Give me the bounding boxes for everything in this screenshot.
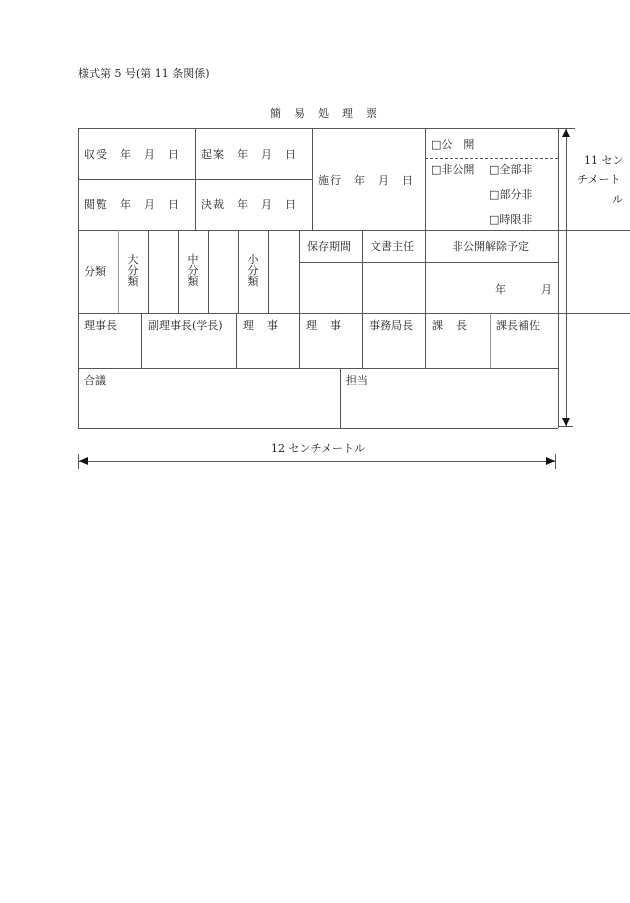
- full-non-public-checkbox[interactable]: □全部非: [489, 163, 533, 176]
- table-bottom-border: [78, 428, 558, 429]
- row3-col-divider: [141, 313, 142, 368]
- row3-col-divider: [236, 313, 237, 368]
- consultation-label: 合議: [84, 374, 106, 387]
- row2-col-divider: [268, 230, 269, 313]
- arrow-up-icon: [562, 129, 570, 137]
- timed-non-public-checkbox[interactable]: □時限非: [489, 213, 533, 226]
- row4-col-divider: [340, 368, 341, 428]
- width-label: 12 センチメートル: [271, 442, 366, 455]
- received-date-field[interactable]: 収受 年 月 日: [84, 148, 180, 161]
- reviewed-date-field[interactable]: 閲覧 年 月 日: [84, 198, 180, 211]
- public-checkbox[interactable]: □公 開: [431, 138, 475, 151]
- classification-label: 分類: [84, 265, 106, 278]
- secretary-general-label: 事務局長: [369, 319, 413, 332]
- row1-col-divider: [195, 128, 196, 230]
- row2-col-divider: [118, 230, 119, 313]
- release-year-label: 年: [495, 283, 506, 296]
- table-top-border: [78, 128, 575, 129]
- chairman-label: 理事長: [84, 319, 117, 332]
- approved-date-field[interactable]: 決裁 年 月 日: [201, 198, 297, 211]
- row4-top-line: [78, 368, 558, 369]
- width-dimension-end-tick: [555, 454, 556, 469]
- row3-col-divider: [362, 313, 363, 368]
- row2-col-divider: [299, 230, 300, 313]
- non-public-checkbox[interactable]: □非公開: [431, 163, 475, 176]
- arrow-right-icon: [546, 457, 555, 465]
- row3-col-divider: [299, 313, 300, 368]
- row3-col-divider: [490, 313, 491, 368]
- form-reference: 様式第 5 号(第 11 条関係): [78, 67, 210, 80]
- table-left-border: [78, 128, 79, 428]
- release-schedule-label: 非公開解除予定: [452, 240, 529, 253]
- partial-non-public-checkbox[interactable]: □部分非: [489, 188, 533, 201]
- arrow-left-icon: [79, 457, 88, 465]
- row3-col-divider: [425, 313, 426, 368]
- enforced-date-field[interactable]: 施行 年 月 日: [318, 174, 414, 187]
- row2-col-divider: [238, 230, 239, 313]
- section-chief-label: 課 長: [432, 319, 468, 332]
- row2-col-divider: [362, 230, 363, 313]
- row2-col-divider: [208, 230, 209, 313]
- document-officer-label: 文書主任: [370, 240, 414, 253]
- height-dimension-end-tick: [559, 426, 573, 427]
- major-classification-label: 大分類: [127, 253, 139, 288]
- row1-col-divider: [312, 128, 313, 230]
- vice-chairman-label: 副理事長(学長): [148, 319, 223, 332]
- row2-col-divider: [148, 230, 149, 313]
- row2-col-divider: [425, 230, 426, 313]
- middle-classification-label: 中分類: [187, 253, 199, 288]
- row1-col-divider: [425, 128, 426, 230]
- row2-top-line: [78, 230, 630, 231]
- row3-top-line: [78, 313, 630, 314]
- height-dimension-line: [566, 128, 567, 426]
- height-label-line3: ル: [612, 193, 623, 206]
- director-label-2: 理 事: [306, 319, 342, 332]
- assistant-chief-label: 課長補佐: [496, 319, 540, 332]
- table-right-border: [558, 128, 559, 428]
- row2-split-line: [299, 262, 558, 263]
- width-dimension-line: [78, 461, 555, 462]
- release-month-label: 月: [541, 283, 552, 296]
- height-label-line2: チメート: [577, 173, 621, 186]
- drafted-date-field[interactable]: 起案 年 月 日: [201, 148, 297, 161]
- row2-col-divider: [178, 230, 179, 313]
- disclosure-dashed-divider: [425, 158, 558, 159]
- retention-period-label: 保存期間: [307, 240, 351, 253]
- minor-classification-label: 小分類: [247, 253, 259, 288]
- director-label-1: 理 事: [243, 319, 279, 332]
- arrow-down-icon: [562, 418, 570, 426]
- in-charge-label: 担当: [346, 374, 368, 387]
- height-label-line1: 11 セン: [584, 154, 624, 167]
- form-title: 簡 易 処 理 票: [270, 107, 378, 120]
